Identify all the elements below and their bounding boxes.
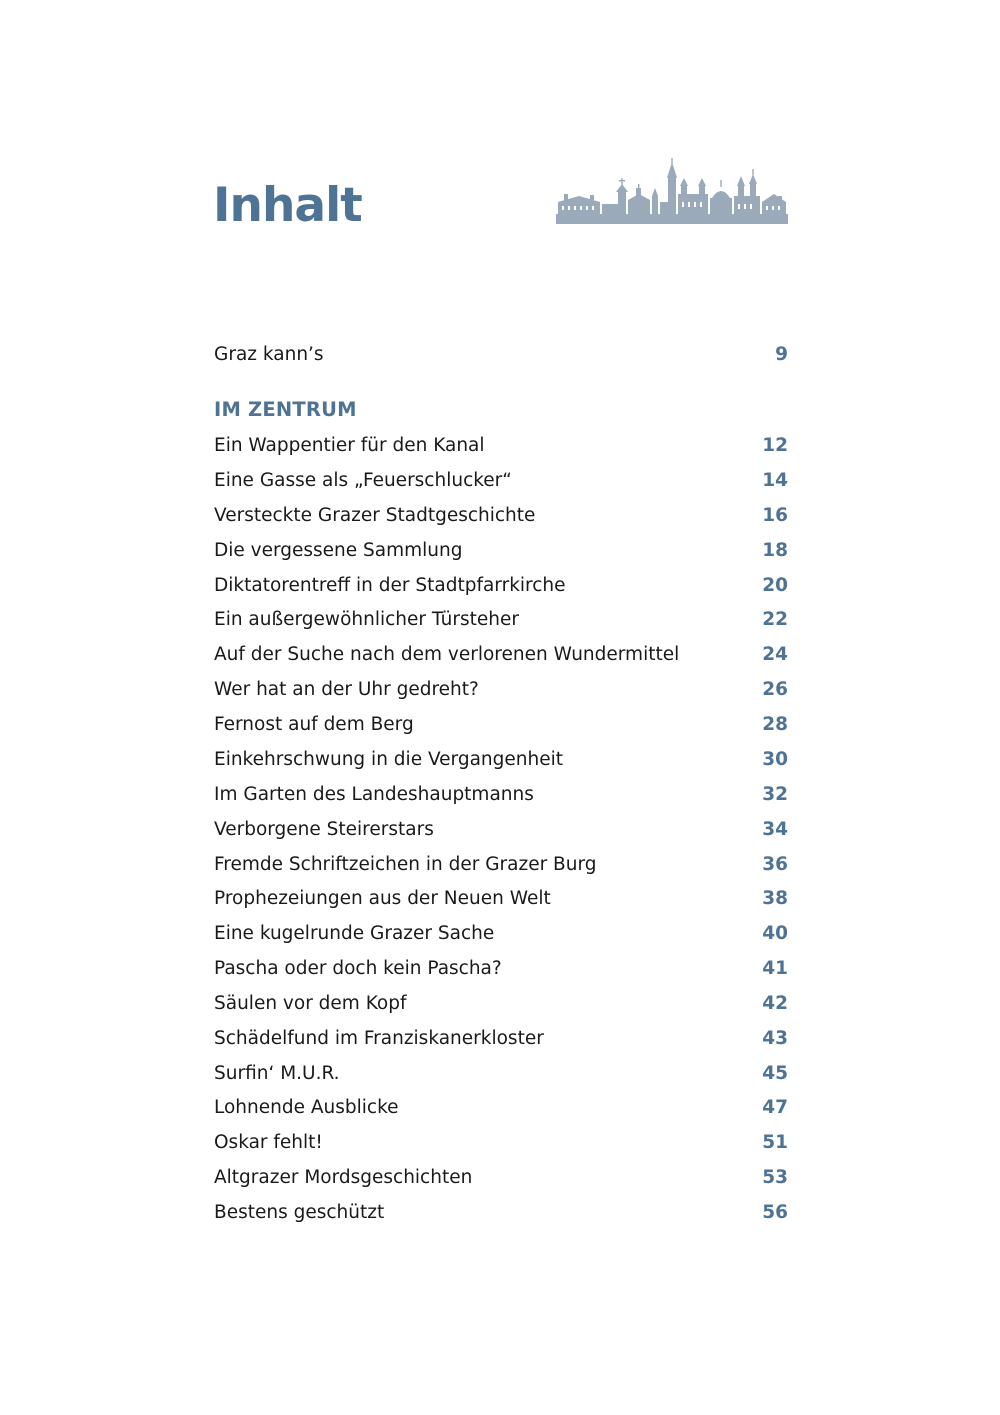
toc-entry-label: Pascha oder doch kein Pascha? [214,958,502,979]
toc-entry-page-number: 42 [762,993,788,1014]
toc-entry-label: Diktatorentreff in der Stadtpfarrkirche [214,575,566,596]
toc-entry[interactable] [214,989,788,1019]
toc-entry-page-number: 32 [762,784,788,805]
toc-entry-page-number: 36 [762,854,788,875]
toc-entry-label: Einkehrschwung in die Vergangenheit [214,749,563,770]
toc-entry-page-number: 9 [775,344,788,365]
toc-entry-label: Graz kann’s [214,344,324,365]
toc-entry-page-number: 43 [762,1028,788,1049]
toc-entry[interactable] [214,1093,788,1123]
toc-entry-page-number: 56 [762,1202,788,1223]
toc-entry[interactable] [214,919,788,949]
toc-entry-page-number: 14 [762,470,788,491]
toc-entry-label: Eine Gasse als „Feuerschlucker“ [214,470,512,491]
toc-entry[interactable] [214,1163,788,1193]
toc-entry-label: Lohnende Ausblicke [214,1097,399,1118]
toc-entry-page-number: 16 [762,505,788,526]
toc-entry[interactable] [214,675,788,705]
toc-entry[interactable] [214,850,788,880]
toc-entry-page-number: 12 [762,435,788,456]
toc-entry-intro[interactable] [214,340,788,370]
toc-entry-label: Schädelfund im Franziskanerkloster [214,1028,544,1049]
toc-entry-page-number: 34 [762,819,788,840]
toc-entry-label: Eine kugelrunde Grazer Sache [214,923,495,944]
toc-entry-label: Ein außergewöhnlicher Türsteher [214,609,519,630]
toc-entry[interactable] [214,745,788,775]
toc-entry-label: Säulen vor dem Kopf [214,993,407,1014]
toc-entry-label: Altgrazer Mordsgeschichten [214,1167,473,1188]
toc-entry-page-number: 51 [762,1132,788,1153]
toc-entry-page-number: 53 [762,1167,788,1188]
section-heading: IM ZENTRUM [214,398,357,421]
toc-entry-page-number: 45 [762,1063,788,1084]
toc-entry[interactable] [214,1198,788,1228]
toc-entry-page-number: 26 [762,679,788,700]
toc-entry[interactable] [214,815,788,845]
toc-entry-label: Prophezeiungen aus der Neuen Welt [214,888,551,909]
page-title: Inhalt [213,178,362,233]
toc-entry-page-number: 38 [762,888,788,909]
toc-entry[interactable] [214,466,788,496]
toc-entry[interactable] [214,1128,788,1158]
toc-entry-label: Wer hat an der Uhr gedreht? [214,679,479,700]
toc-entry-page-number: 40 [762,923,788,944]
toc-entry-page-number: 30 [762,749,788,770]
city-skyline-illustration [556,158,788,224]
toc-entry-label: Die vergessene Sammlung [214,540,463,561]
toc-entry[interactable] [214,605,788,635]
toc-entry-page-number: 41 [762,958,788,979]
toc-entry-label: Versteckte Grazer Stadtgeschichte [214,505,536,526]
toc-entry-page-number: 24 [762,644,788,665]
toc-entry-label: Surfin‘ M.U.R. [214,1063,340,1084]
toc-entry-page-number: 28 [762,714,788,735]
toc-entry-page-number: 22 [762,609,788,630]
toc-entry[interactable] [214,431,788,461]
toc-entry-label: Bestens geschützt [214,1202,385,1223]
toc-entry[interactable] [214,536,788,566]
toc-entry[interactable] [214,884,788,914]
toc-entry[interactable] [214,1024,788,1054]
toc-entry-label: Auf der Suche nach dem verlorenen Wundermittel [214,644,680,665]
toc-entry-page-number: 18 [762,540,788,561]
toc-entry-page-number: 47 [762,1097,788,1118]
toc-entry[interactable] [214,640,788,670]
toc-entry-page-number: 20 [762,575,788,596]
toc-entry-label: Ein Wappentier für den Kanal [214,435,485,456]
toc-entry-label: Oskar fehlt! [214,1132,323,1153]
toc-entry[interactable] [214,571,788,601]
toc-entry[interactable] [214,780,788,810]
toc-entry[interactable] [214,501,788,531]
toc-entry-label: Verborgene Steirerstars [214,819,434,840]
toc-entry[interactable] [214,1059,788,1089]
toc-entry-label: Fernost auf dem Berg [214,714,414,735]
toc-entry-label: Fremde Schriftzeichen in der Grazer Burg [214,854,597,875]
toc-entry-label: Im Garten des Landeshauptmanns [214,784,534,805]
toc-entry[interactable] [214,954,788,984]
toc-entry[interactable] [214,710,788,740]
